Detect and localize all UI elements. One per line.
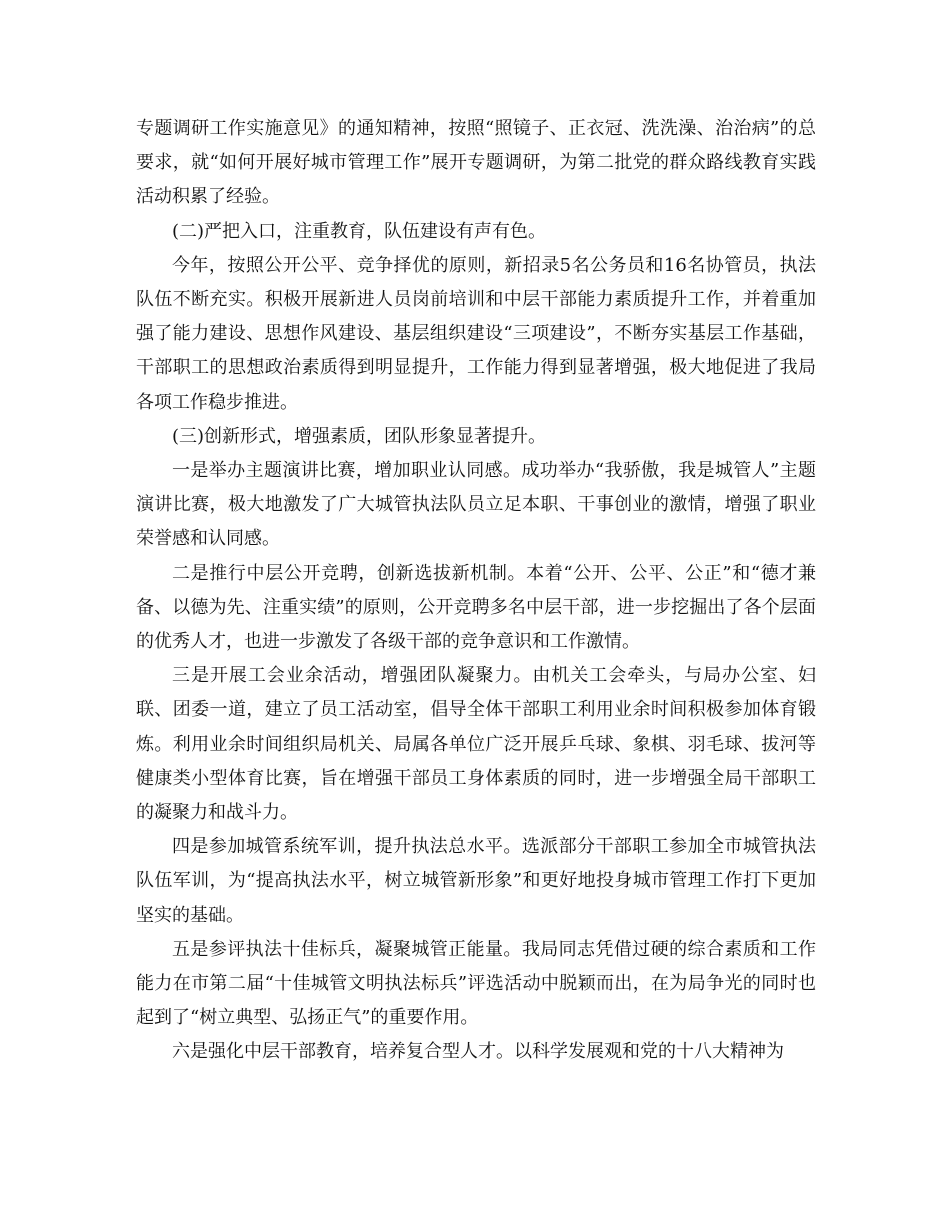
section-heading-two: (二)严把入口，注重教育，队伍建设有声有色。 [172,220,547,242]
paragraph-recruitment: 今年，按照公开公平、竞争择优的原则，新招录5名公务员和16名协管员，执法队伍不断充实。积极开展新进人员岗前培训和中层干部能力素质提升工作，并着重加强了能力建设、思想作风建设、基层组织建设“三项建设”，不断夯实基层工作基础，干部职工的思想政治素质得到明显提升，工作能力得到显著增强，极大地促进了我局各项工作稳步推进。 [136,254,816,413]
document-body [136,112,816,1070]
paragraph-model-officers: 五是参评执法十佳标兵，凝聚城管正能量。我局同志凭借过硬的综合素质和工作能力在市第二届“十佳城管文明执法标兵”评选活动中脱颖而出，在为局争光的同时也起到了“树立典型、弘扬正气”的重要作用。 [136,938,816,1029]
paragraph-cadre-education: 六是强化中层干部教育，培养复合型人才。以科学发展观和党的十八大精神为 [172,1041,784,1063]
paragraph-open-selection: 二是推行中层公开竞聘，创新选拔新机制。本着“公开、公平、公正”和“德才兼备、以德为先、注重实绩”的原则，公开竞聘多名中层干部，进一步挖掘出了各个层面的优秀人才，也进一步激发了各级干部的竞争意识和工作激情。 [136,562,816,653]
paragraph-military-training: 四是参加城管系统军训，提升执法总水平。选派部分干部职工参加全市城管执法队伍军训，为“提高执法水平，树立城管新形象”和更好地投身城市管理工作打下更加坚实的基础。 [136,836,816,926]
paragraph-speech-contest: 一是举办主题演讲比赛，增加职业认同感。成功举办“我骄傲，我是城管人”主题演讲比赛，极大地激发了广大城管执法队员立足本职、干事创业的激情，增强了职业荣誉感和认同感。 [136,460,816,550]
paragraph-continuation: 专题调研工作实施意见》的通知精神，按照“照镜子、正衣冠、洗洗澡、治治病”的总要求，就“如何开展好城市管理工作”展开专题调研，为第二批党的群众路线教育实践活动积累了经验。 [136,118,816,208]
paragraph-union-activities: 三是开展工会业余活动，增强团队凝聚力。由机关工会牵头，与局办公室、妇联、团委一道，建立了员工活动室，倡导全体干部职工利用业余时间积极参加体育锻炼。利用业余时间组织局机关、局属各单位广泛开展乒乓球、象棋、羽毛球、拔河等健康类小型体育比赛，旨在增强干部员工身体素质的同时，进一步增强全局干部职工的凝聚力和战斗力。 [136,665,816,824]
section-heading-three: (三)创新形式，增强素质，团队形象显著提升。 [172,425,547,447]
